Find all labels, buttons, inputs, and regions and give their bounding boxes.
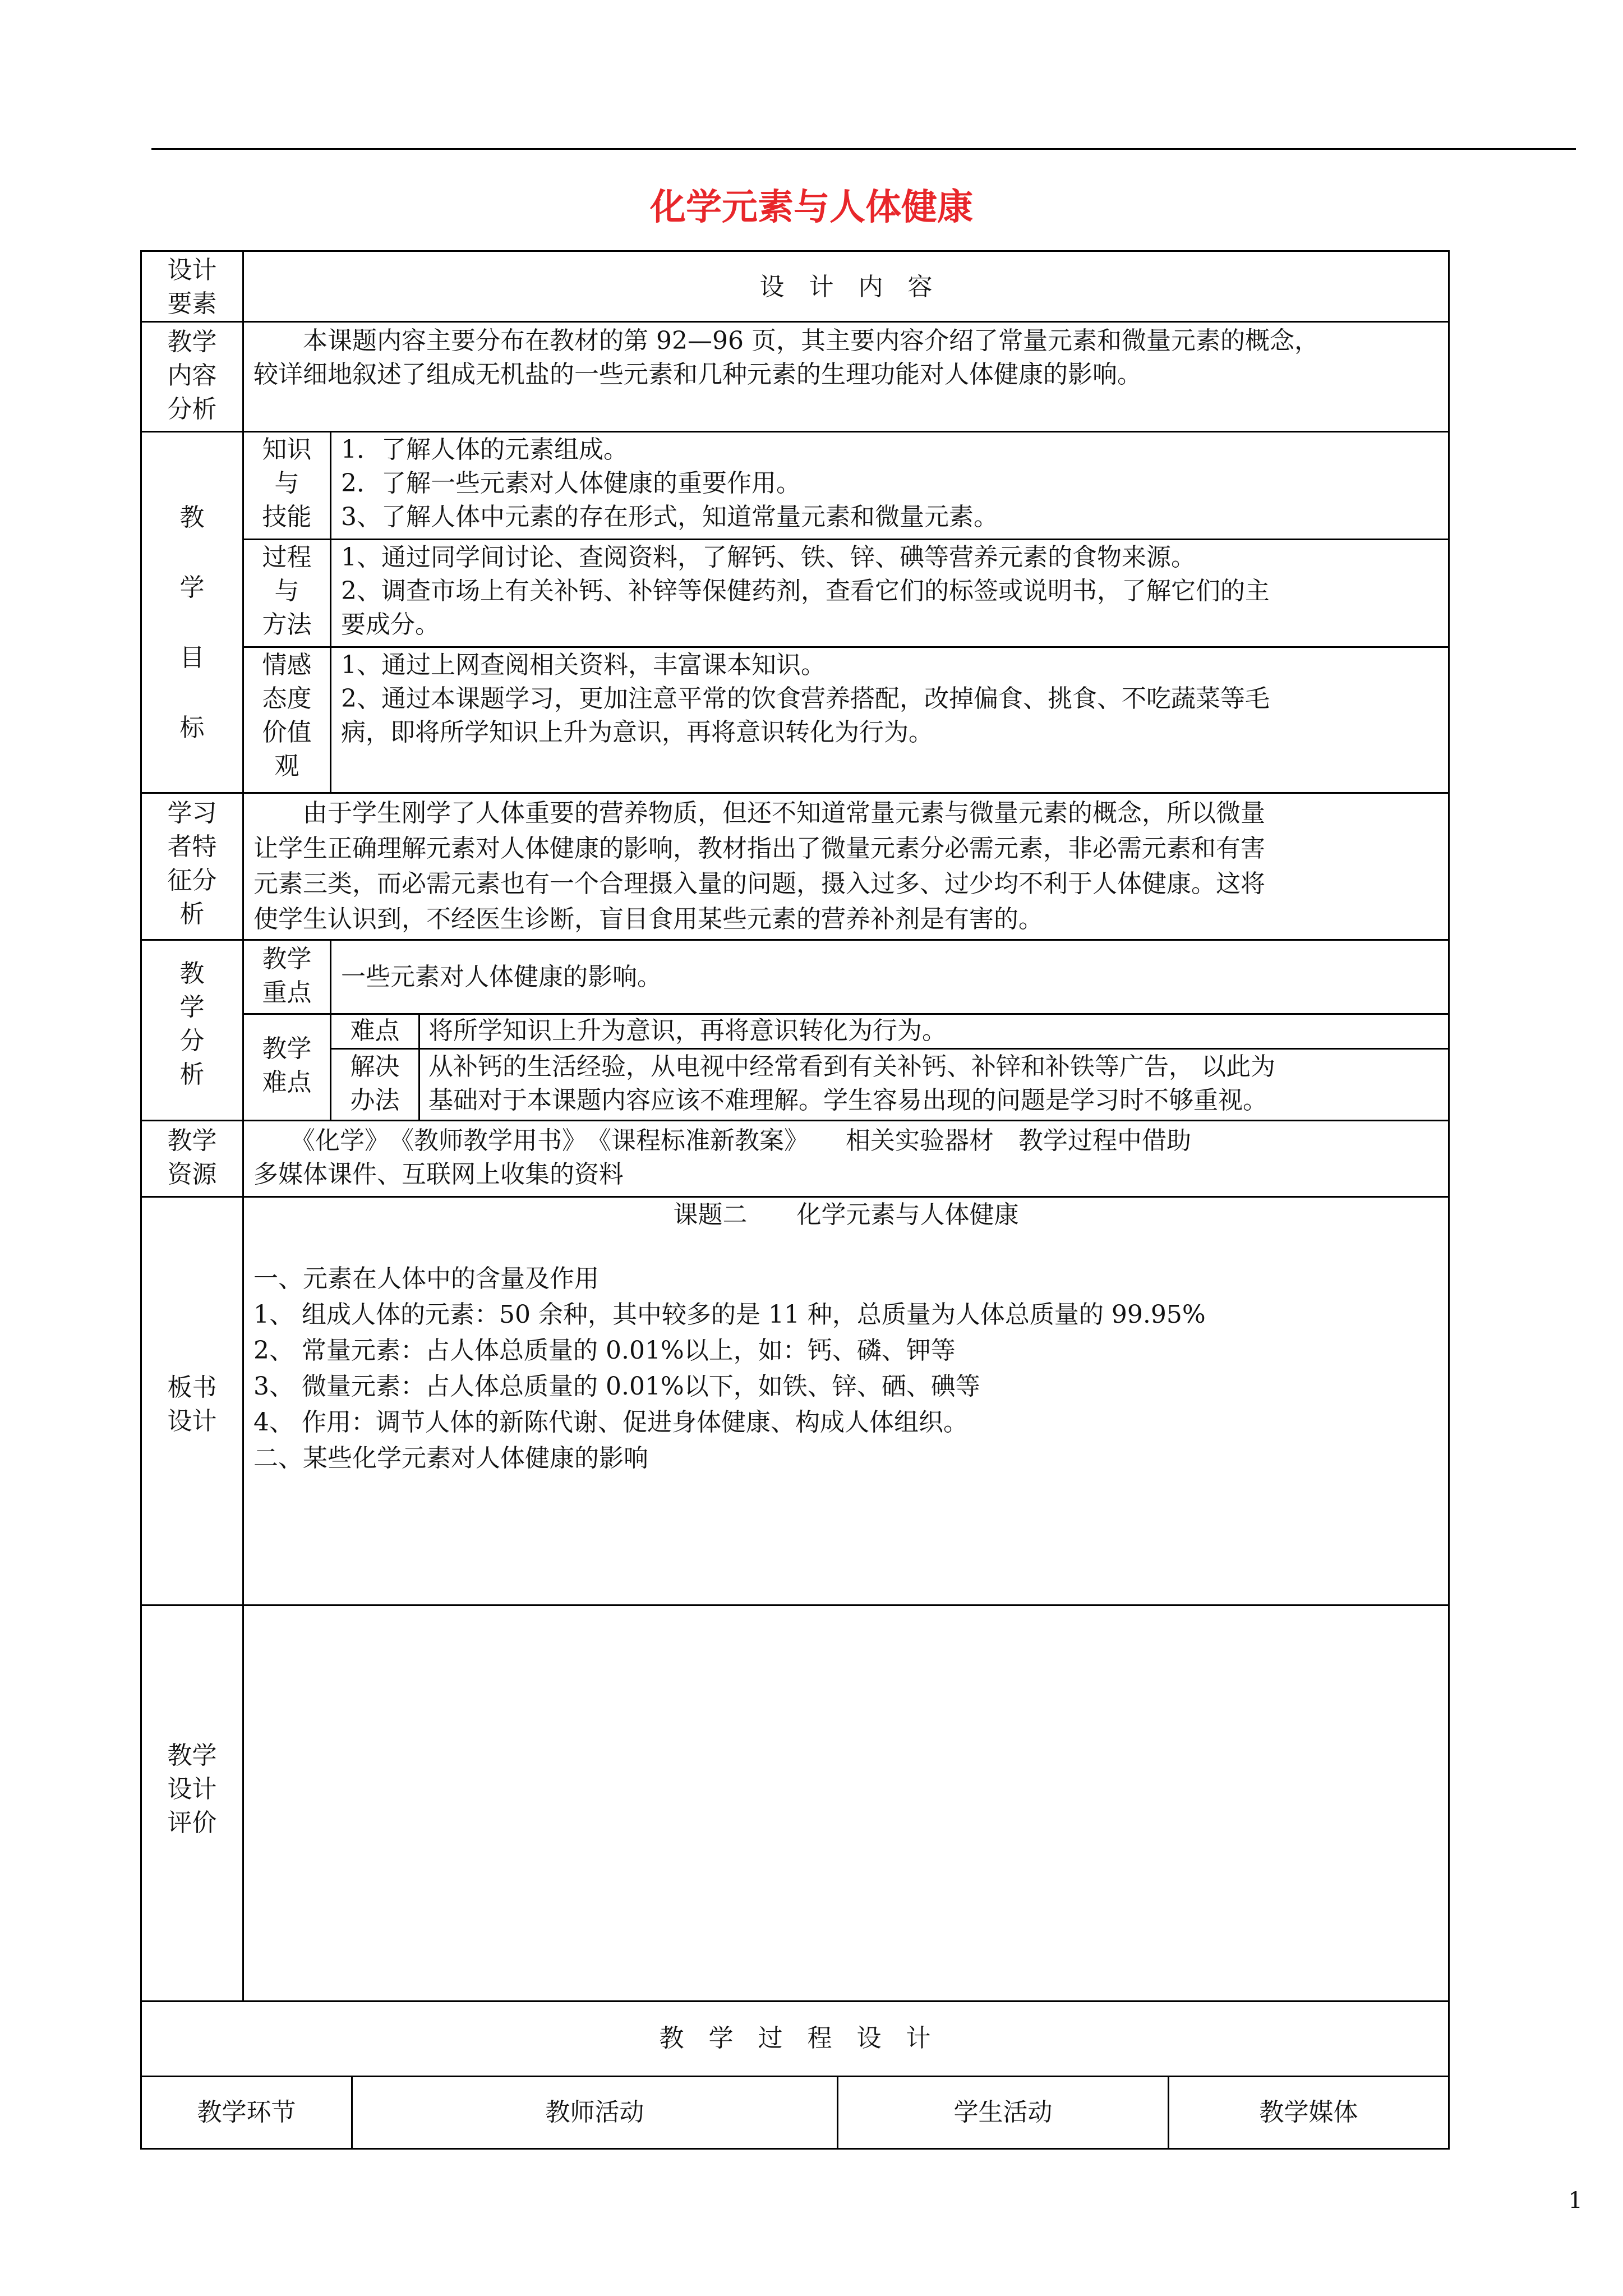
knowledge-label: 知识 与 技能	[262, 435, 312, 531]
row-divider	[140, 431, 1450, 432]
table-border-top	[140, 250, 1450, 252]
row-divider	[140, 939, 1450, 941]
row-divider	[140, 792, 1450, 794]
analysis-inner-divider	[418, 1013, 420, 1120]
board-content: 一、元素在人体中的含量及作用 1、 组成人体的元素：50 余种，其中较多的是 11 种，总质量为人体总质量的 99.95% 2、 常量元素：占人体总质量的 0.01%以上，如：钙、磷、钾等 3、 微量元素：占人体总质量的 0.01%以下，如铁、锌、硒、碘等 4、 作用：调节人体的新陈代谢、促进身体健康、构成人体组织。 二、某些化学元素对人体健康的影响	[253, 1264, 1206, 1473]
learner-label: 学习 者特 征分 析	[167, 799, 217, 928]
evaluation-label: 教学 设计 评价	[167, 1741, 217, 1837]
analysis-row-divider	[330, 1048, 1450, 1050]
objectives-label: 教 学 目 标	[179, 503, 205, 742]
process-label: 过程 与 方法	[262, 543, 312, 639]
process-design-title: 教 学 过 程 设 计	[659, 2024, 931, 2053]
content-analysis-text: 本课题内容主要分布在教材的第 92—96 页，其主要内容介绍了常量元素和微量元素的概念， 较详细地叙述了组成无机盐的一些元素和几种元素的生理功能对人体健康的影响。	[253, 326, 1319, 389]
board-label: 板书 设计	[167, 1373, 217, 1435]
difficulty-point-text: 将所学知识上升为意识，再将意识转化为行为。	[428, 1016, 947, 1045]
header-design-elements: 设计 要素	[167, 256, 217, 318]
header-design-content: 设 计 内 容	[759, 273, 933, 301]
objectives-subdivider	[330, 431, 331, 792]
content-analysis-label: 教学 内容 分析	[167, 328, 217, 424]
solution-text: 从补钙的生活经验，从电视中经常看到有关补钙、补锌和补铁等广告， 以此为 基础对于本课题内容应该不难理解。学生容易出现的问题是学习时不够重视。	[428, 1052, 1275, 1115]
row-divider	[140, 1604, 1450, 1606]
difficulty-point-label: 难点	[350, 1016, 400, 1045]
column-header-teaching-media: 教学媒体	[1259, 2098, 1358, 2127]
row-divider	[140, 2076, 1450, 2077]
emotion-text: 1、通过上网查阅相关资料，丰富课本知识。 2、通过本课题学习，更加注意平常的饮食营养搭配，改掉偏食、挑食、不吃蔬菜等毛 病，即将所学知识上升为意识，再将意识转化为行为。	[341, 651, 1270, 747]
objectives-row-divider	[242, 646, 1450, 648]
row-divider	[140, 1120, 1450, 1121]
resources-label: 教学 资源	[167, 1126, 217, 1189]
emotion-label: 情感 态度 价值 观	[262, 651, 312, 780]
column-header-teacher-activity: 教师活动	[545, 2098, 644, 2127]
board-heading: 课题二 化学元素与人体健康	[673, 1200, 1019, 1229]
row-divider	[140, 2000, 1450, 2002]
solution-label: 解决 办法	[350, 1052, 400, 1115]
objectives-row-divider	[242, 539, 1450, 540]
analysis-label: 教 学 分 析	[179, 959, 205, 1089]
header-rule	[151, 148, 1576, 150]
table-border-right	[1448, 250, 1450, 2150]
process-text: 1、通过同学间讨论、查阅资料，了解钙、铁、锌、碘等营养元素的食物来源。 2、调查市场上有关补钙、补锌等保健药剂，查看它们的标签或说明书，了解它们的主 要成分。	[341, 543, 1270, 639]
column-header-student-activity: 学生活动	[953, 2098, 1053, 2127]
row-divider	[140, 321, 1450, 323]
column-header-teaching-step: 教学环节	[197, 2098, 296, 2127]
page-number: 1	[1568, 2188, 1583, 2214]
learner-text: 由于学生刚学了人体重要的营养物质，但还不知道常量元素与微量元素的概念，所以微量 让学生正确理解元素对人体健康的影响，教材指出了微量元素分必需元素，非必需元素和有害 元素三类，而必需元素也有一个合理摄入量的问题，摄入过多、过少均不利于人体健康。这将 使学生认识到，不经医生诊断，盲目食用某些元素的营养补剂是有害的。	[253, 799, 1265, 933]
key-point-text: 一些元素对人体健康的影响。	[341, 963, 662, 991]
row-divider	[140, 1196, 1450, 1198]
table-border-bottom	[140, 2148, 1450, 2150]
resources-text: 《化学》 《教师教学用书》 《课程标准新教案》 相关实验器材 教学过程中借助 多媒体课件、互联网上收集的资料	[253, 1126, 1191, 1189]
key-point-label: 教学 重点	[262, 945, 312, 1007]
knowledge-text: 1．了解人体的元素组成。 2．了解一些元素对人体健康的重要作用。 3、了解人体中元素的存在形式，知道常量元素和微量元素。	[341, 435, 998, 531]
difficulty-label: 教学 难点	[262, 1034, 312, 1097]
page-title: 化学元素与人体健康	[650, 186, 973, 228]
